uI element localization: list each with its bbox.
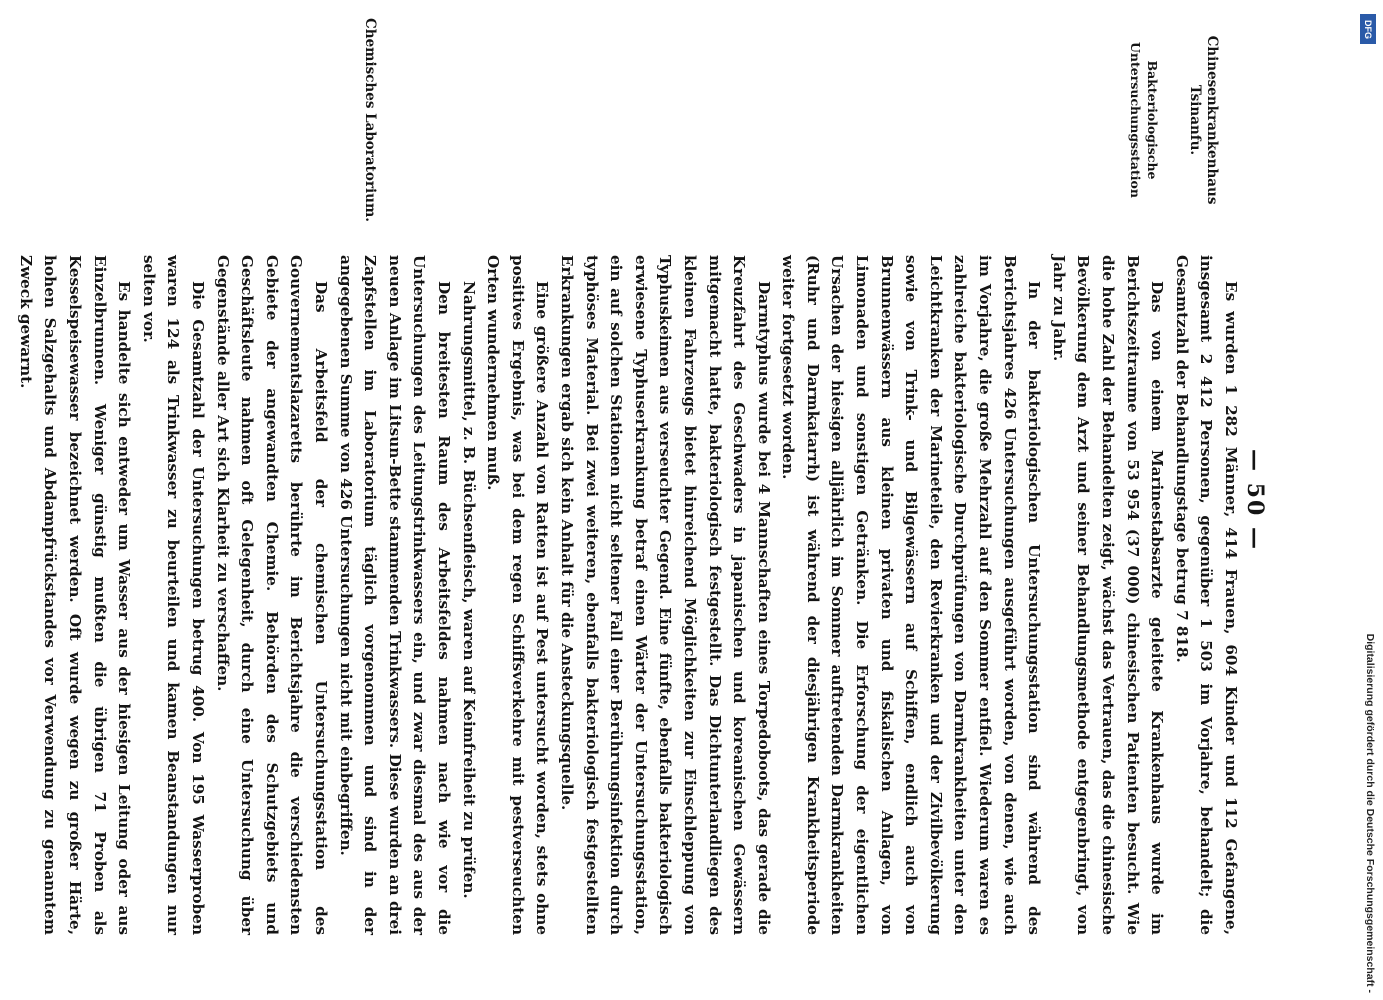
paragraph-5: Eine größere Anzahl von Ratten ist auf Pest untersucht worden, stets ohne positives Ergebnis, was bei dem regen Schiffsverkehre mit pestverseuchten Orten wundernehmen muß.	[484, 255, 552, 935]
paragraph-2: Das von einem Marinestabsarzte geleitete Krankenhaus wurde im Berichtszeitraume von 53 954 (37 000) chinesischen Patienten besucht. Wie die hohe Zahl der Behandelten zeigt, wächst das Vertrauen, das die chinesische Bevölkerung dem Arzt und seiner Behandlungsmethode entgegenbringt, von Jahr zu Jahr.	[1049, 255, 1167, 935]
paragraph-3: In der bakteriologischen Untersuchungsstation sind während des Berichtsjahres 426 Untersuchungen ausgeführt worden, von denen, wie auch im Vorjahre, die große Mehrzahl auf den Sommer entfiel. Wiederum waren es zahlreiche bakteriologische Durchprüfungen von Darmkrankheiten unter den Leichtkranken der Marineteile, den Revierkranken und der Zivilbevölkerung sowie von Trink- und Bilgewässern auf Schiffen, endlich auch von Brunnenwässern aus kleinen privaten und fiskalischen Anlagen, von Limonaden und sonstigen Getränken. Die Erforschung der eigentlichen Ursachen der hiesigen alljährlich im Sommer auftretenden Darmkrankheiten (Ruhr und Darmkatarrh) ist während der diesjährigen Krankheitsperiode weiter fortgesetzt worden.	[779, 255, 1044, 935]
paragraph-4: Darmtyphus wurde bei 4 Mannschaften eines Torpedoboots, das gerade die Kreuzfahrt des Geschwaders in japanischen und koreanischen Gewässern mitgemacht hatte, bakteriologisch festgestellt. Das Dichtunterlandliegen des kleinen Fahrzeugs bietet hinreichend Möglichkeiten zur Einschleppung von Typhuskeimen aus verseuchter Gegend. Eine fünfte, ebenfalls bakteriologisch erwiesene Typhuserkrankung betraf einen Wärter der Untersuchungsstation, ein auf solchen Stationen nicht seltener Fall einer Berührungsinfektion durch typhöses Material. Bei zwei weiteren, ebenfalls bakteriologisch festgestellten Erkrankungen ergab sich kein Anhalt für die Ansteckungsquelle.	[557, 255, 773, 935]
paragraph-6: Nahrungsmittel, z. B. Büchsenfleisch, waren auf Keimfreiheit zu prüfen.	[459, 281, 478, 899]
paragraph-9: Die Gesamtzahl der Untersuchungen betrug 400. Von 195 Wasserproben waren 124 als Trinkwasser zu beurteilen und kamen Beanstandungen nur selten vor.	[139, 255, 208, 935]
footer-credit: Digitalisierung gefördert durch die Deutsche Forschungsgemeinschaft -	[1364, 633, 1376, 993]
margin-label-chemical: Chemisches Laboratorium.	[362, 18, 378, 222]
paragraph-1: Es wurden 1 282 Männer, 414 Frauen, 604 Kinder und 112 Gefangene, insgesamt 2 412 Personen, gegenüber 1 503 im Vorjahre, behandelt; die Gesamtzahl der Behandlungstage betrug 7 818.	[1172, 255, 1240, 935]
paragraph-8: Das Arbeitsfeld der chemischen Untersuchungsstation des Gouvernementslazaretts berührte im Berichtsjahre die verschiedensten Gebiete der angewandten Chemie. Behörden des Schutzgebiets und Geschäftsleute nahmen oft Gelegenheit, durch eine Untersuchung über Gegenstände aller Art sich Klarheit zu verschaffen.	[213, 255, 331, 935]
paragraph-10: Es handelte sich entweder um Wasser aus der hiesigen Leitung oder aus Einzelbrunnen. Weniger günstig mußten die übrigen 71 Proben als Kesselspeisewasser bezeichnet werden. Oft wurde wegen zu großer Härte, hohen Salzgehalts und Abdampfrückstandes vor Verwendung zu genanntem Zweck gewarnt.	[16, 255, 134, 935]
paragraph-7: Den breitesten Raum des Arbeitsfeldes nahmen nach wie vor die Untersuchungen des Leitungstrinkwassers ein, und zwar diesmal des aus der neuen Anlage im Litsun-Bette stammenden Trinkwassers. Diese wurden an drei Zapfstellen im Laboratorium täglich vorgenommen und sind in der angegebenen Summe von 426 Untersuchungen nicht mit einbegriffen.	[336, 255, 453, 935]
digitization-footer	[1358, 8, 1378, 993]
margin-label-bacteriology: Bakteriologische Untersuchungsstation	[1128, 42, 1160, 198]
margin-label-hospital: Chinesenkrankenhaus Tsinanfu.	[1187, 35, 1220, 205]
body-text	[13, 255, 1243, 935]
dfg-logo: DFG	[1360, 14, 1376, 44]
page-number: — 50 —	[1242, 449, 1268, 551]
